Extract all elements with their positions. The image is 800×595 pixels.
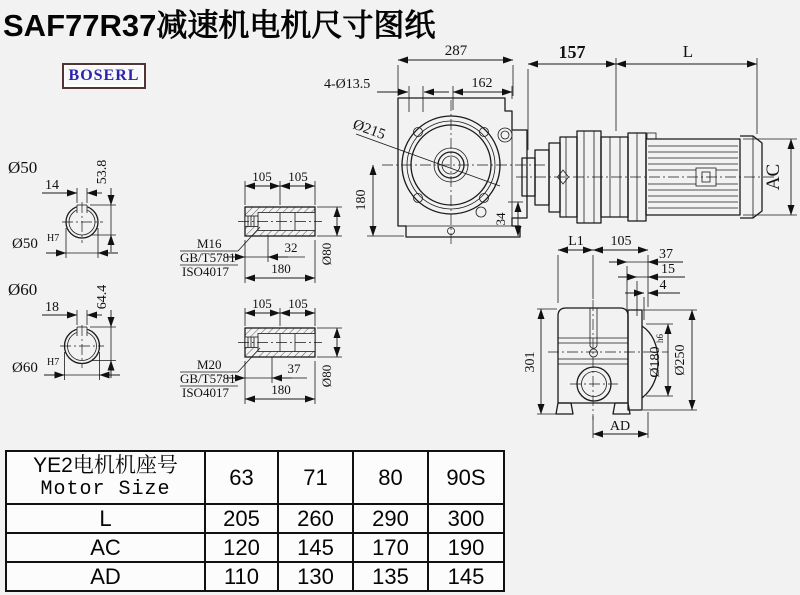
dim-key64-4: 64.4 bbox=[95, 284, 110, 310]
dim-105: 105 bbox=[610, 234, 632, 249]
table-header-cn: YE2电机机座号 bbox=[33, 454, 178, 477]
table-cell: 170 bbox=[353, 533, 428, 562]
dim-37: 37 bbox=[659, 247, 673, 262]
shaft-section-50 bbox=[8, 158, 118, 258]
table-cell: 120 bbox=[205, 533, 278, 562]
hollow-shaft-detail-2 bbox=[180, 296, 342, 404]
dim-L: L bbox=[682, 42, 694, 61]
shaft50-label: Ø50 bbox=[8, 158, 38, 177]
bore50-label: Ø50 bbox=[12, 236, 38, 252]
dim-180: 180 bbox=[354, 189, 369, 211]
dim-34: 34 bbox=[493, 212, 508, 226]
hs1-std1: GB/T5781 bbox=[180, 250, 236, 265]
hs1-thread: M16 bbox=[197, 236, 222, 251]
dim-162: 162 bbox=[471, 76, 493, 91]
bore50-tol: H7 bbox=[47, 233, 60, 244]
table-col-63: 63 bbox=[205, 451, 278, 504]
table-cell: 205 bbox=[205, 504, 278, 533]
hs2-std1: GB/T5781 bbox=[180, 371, 236, 386]
hs1-dim-a: 105 bbox=[252, 169, 272, 184]
hs2-dim-b: 105 bbox=[288, 296, 308, 311]
hs1-std2: ISO4017 bbox=[182, 264, 229, 279]
table-header-en: Motor Size bbox=[40, 478, 171, 501]
dim-15: 15 bbox=[661, 262, 675, 277]
side-view bbox=[516, 42, 797, 223]
motor-size-table bbox=[5, 450, 503, 592]
table-header-row bbox=[6, 451, 504, 504]
table-row-L bbox=[6, 504, 504, 533]
holes-note: 4-Ø13.5 bbox=[324, 77, 371, 92]
hs1-dia: Ø80 bbox=[319, 242, 334, 266]
hs2-dia: Ø80 bbox=[319, 364, 334, 388]
spigot-tol-label: h6 bbox=[655, 334, 665, 343]
hs1-length: 180 bbox=[271, 261, 291, 276]
dim-AD: AD bbox=[609, 419, 631, 434]
hs2-depth: 37 bbox=[287, 361, 301, 376]
table-cell: 260 bbox=[278, 504, 353, 533]
table-cell: 135 bbox=[353, 562, 428, 591]
dim-key14: 14 bbox=[45, 178, 59, 193]
table-cell: 145 bbox=[278, 533, 353, 562]
output-view bbox=[523, 234, 697, 438]
hs1-depth: 32 bbox=[284, 240, 298, 255]
flange-dia-label: Ø215 bbox=[350, 116, 388, 144]
table-col-80: 80 bbox=[353, 451, 428, 504]
dim-4: 4 bbox=[659, 278, 667, 293]
flange-dia250-label: Ø250 bbox=[673, 344, 688, 376]
row-label-AC: AC bbox=[6, 533, 205, 562]
table-cell: 145 bbox=[428, 562, 504, 591]
shaft-section-60 bbox=[8, 280, 120, 380]
front-view bbox=[324, 43, 545, 244]
page-title: SAF77R37减速机电机尺寸图纸 bbox=[3, 8, 436, 43]
hs2-length: 180 bbox=[271, 382, 291, 397]
dim-AC: AC bbox=[763, 163, 784, 191]
hs2-thread: M20 bbox=[197, 357, 222, 372]
bore60-label: Ø60 bbox=[12, 360, 38, 376]
logo-text: BOSERL bbox=[68, 67, 140, 84]
hollow-shaft-detail-1 bbox=[180, 169, 342, 283]
table-cell: 110 bbox=[205, 562, 278, 591]
hs2-dim-a: 105 bbox=[252, 296, 272, 311]
table-row-AC bbox=[6, 533, 504, 562]
table-cell: 290 bbox=[353, 504, 428, 533]
dim-key53-8: 53.8 bbox=[95, 159, 110, 185]
dim-287: 287 bbox=[444, 43, 468, 59]
row-label-L: L bbox=[6, 504, 205, 533]
table-cell: 130 bbox=[278, 562, 353, 591]
dim-L1: L1 bbox=[568, 234, 584, 249]
table-col-90S: 90S bbox=[428, 451, 504, 504]
spigot-dia-label: Ø180 bbox=[648, 346, 663, 378]
bore60-tol: H7 bbox=[47, 357, 60, 368]
table-cell: 190 bbox=[428, 533, 504, 562]
table-header-motor-size bbox=[6, 451, 205, 504]
table-cell: 300 bbox=[428, 504, 504, 533]
table-col-71: 71 bbox=[278, 451, 353, 504]
dim-key18: 18 bbox=[45, 300, 59, 315]
dim-157: 157 bbox=[558, 42, 586, 62]
table-row-AD bbox=[6, 562, 504, 591]
shaft60-label: Ø60 bbox=[8, 280, 38, 299]
dim-301: 301 bbox=[523, 351, 538, 373]
hs2-std2: ISO4017 bbox=[182, 385, 229, 400]
hs1-dim-b: 105 bbox=[288, 169, 308, 184]
row-label-AD: AD bbox=[6, 562, 205, 591]
